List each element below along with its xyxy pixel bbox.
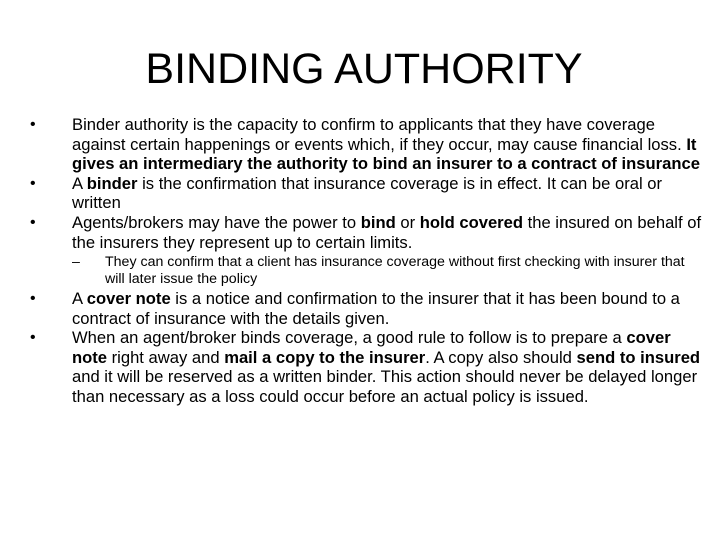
bullet-icon: •	[30, 289, 36, 307]
bullet-bold-text: send to insured	[576, 347, 701, 367]
sub-bullet-text: They can confirm that a client has insurance coverage without first checking with insurer that will later issue the policy	[105, 254, 685, 287]
bullet-bold-text: bind	[360, 212, 396, 232]
bullet-bold-text: binder	[86, 173, 138, 193]
bullet-text: When an agent/broker binds coverage, a good rule to follow is to prepare a	[72, 328, 627, 348]
bullet-bold-text: mail a copy to the insurer	[224, 347, 426, 367]
bullet-binder-authority	[28, 115, 704, 174]
bullet-text: the insured on behalf of the insurers they represent up to certain limits.	[72, 212, 702, 252]
bullet-text: A	[72, 173, 87, 193]
bullet-agents-brokers	[28, 213, 704, 252]
bullet-icon: •	[30, 116, 36, 133]
bullet-text: Agents/brokers may have the power to	[72, 212, 361, 232]
bullet-text: right away and	[107, 347, 225, 367]
bullet-list	[28, 115, 704, 407]
bullet-text: and it will be reserved as a written binder. This action should never be delayed longer than necessary as a loss could occur before an actual policy is issued.	[72, 367, 698, 406]
slide-title: BINDING AUTHORITY	[145, 45, 583, 93]
bullet-text: . A copy also should	[425, 347, 577, 367]
bullet-text: or	[395, 212, 420, 232]
bullet-text: is the confirmation that insurance coverage is in effect. It can be oral or written	[72, 173, 663, 213]
bullet-cover-note	[28, 289, 704, 328]
bullet-icon: •	[30, 329, 36, 347]
bullet-text: A	[72, 288, 87, 308]
bullet-text: is a notice and confirmation to the insurer that it has been bound to a contract of insurance with the details given.	[72, 288, 680, 328]
bullet-bold-text: cover note	[86, 288, 171, 308]
bullet-bold-text: cover note	[72, 328, 671, 367]
bullet-binder-definition	[28, 174, 704, 213]
bullet-icon: •	[30, 174, 36, 192]
bullet-binding-rule	[28, 328, 704, 406]
dash-icon: –	[72, 254, 80, 271]
bullet-icon: •	[30, 213, 36, 231]
sub-bullet-confirm-coverage	[28, 254, 704, 287]
bullet-text: Binder authority is the capacity to confirm to applicants that they have coverage against certain happenings or events which, if they occur, may cause financial loss.	[72, 115, 687, 154]
bullet-bold-text: hold covered	[419, 212, 523, 232]
bullet-bold-text: It gives an intermediary the authority to bind an insurer to a contract of insurance	[72, 134, 700, 174]
